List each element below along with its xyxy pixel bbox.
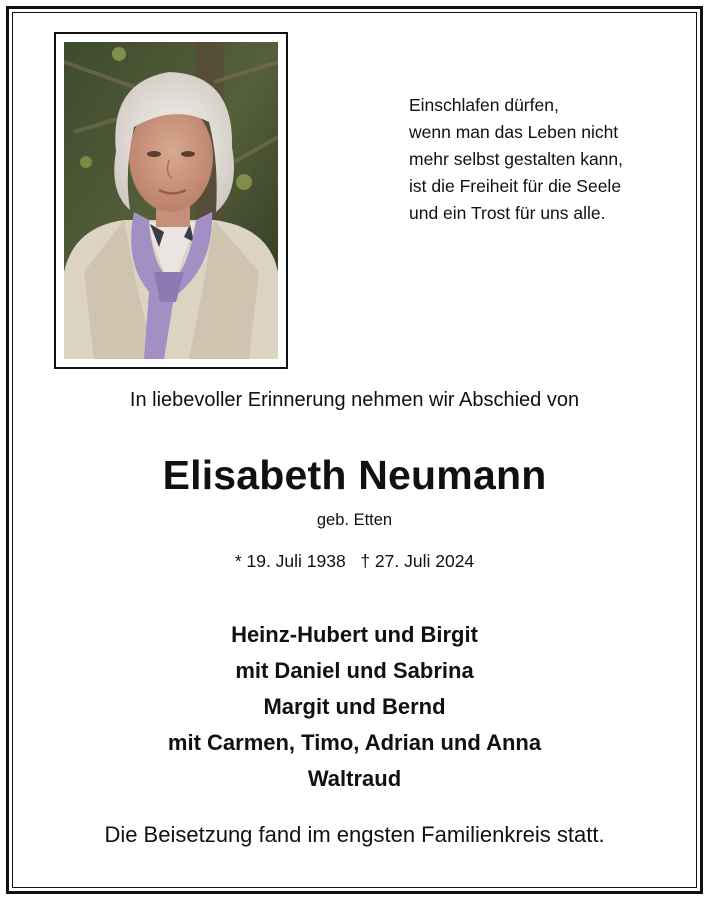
mourner-line: mit Daniel und Sabrina: [235, 658, 474, 683]
mourner-line: Margit und Bernd: [263, 694, 446, 719]
mourners-list: [0, 617, 709, 797]
closing-text: Die Beisetzung fand im engsten Familienkreis statt.: [104, 822, 605, 847]
portrait-photo: [64, 42, 278, 359]
life-dates: [0, 551, 709, 572]
intro-text: In liebevoller Erinnerung nehmen wir Abschied von: [129, 389, 580, 411]
poem-line: ist die Freiheit für die Seele: [409, 176, 622, 196]
mourner-line: Waltraud: [307, 766, 402, 791]
deceased-name: Elisabeth Neumann: [162, 452, 547, 498]
mourner-line: mit Carmen, Timo, Adrian und Anna: [167, 730, 542, 755]
death-date: † 27. Juli 2024: [360, 551, 475, 571]
poem: [409, 92, 689, 227]
poem-line: wenn man das Leben nicht: [409, 122, 619, 142]
portrait-frame: [54, 32, 288, 369]
birth-name: geb. Etten: [316, 511, 393, 529]
poem-line: mehr selbst gestalten kann,: [409, 149, 624, 169]
mourner-line: Heinz-Hubert und Birgit: [231, 622, 478, 647]
birth-date: * 19. Juli 1938: [234, 551, 346, 571]
poem-line: Einschlafen dürfen,: [409, 95, 559, 115]
poem-line: und ein Trost für uns alle.: [409, 203, 606, 223]
